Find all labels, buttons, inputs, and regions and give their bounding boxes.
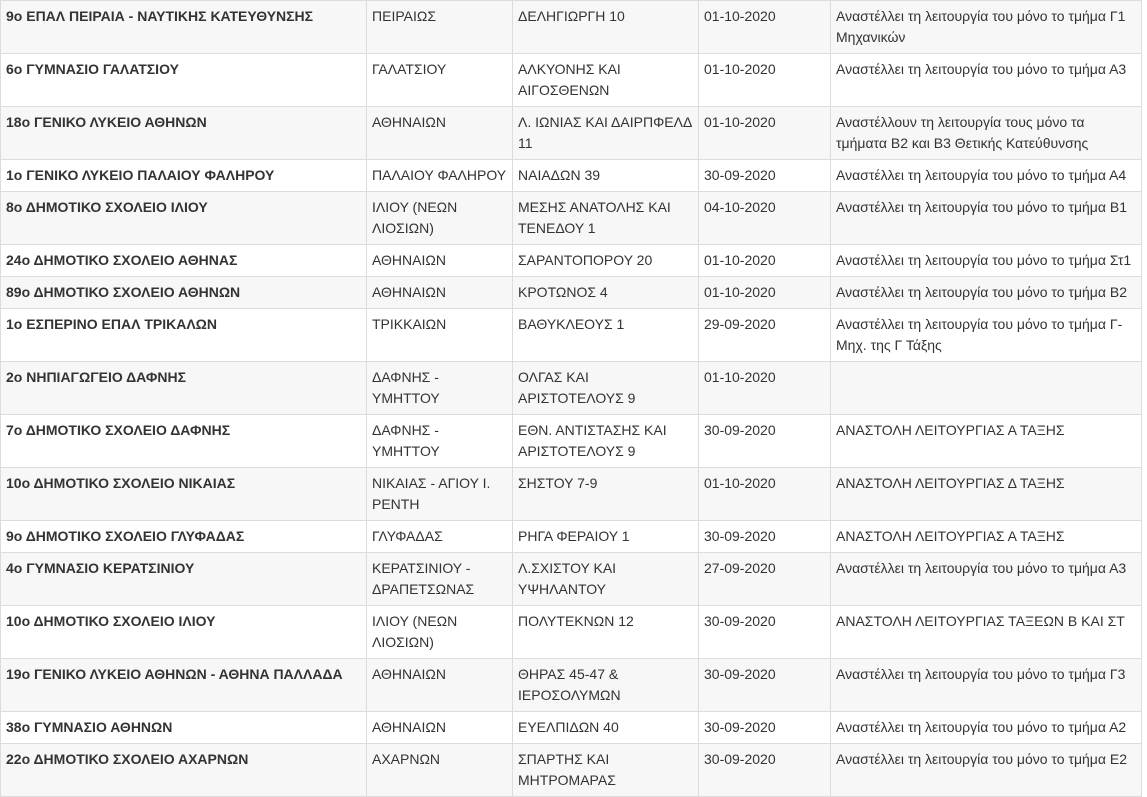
table-row [1, 744, 1142, 797]
address-cell: ΣΗΣΤΟΥ 7-9 [513, 468, 699, 521]
school-name-cell: 10ο ΔΗΜΟΤΙΚΟ ΣΧΟΛΕΙΟ ΝΙΚΑΙΑΣ [1, 468, 367, 521]
address-cell: ΣΑΡΑΝΤΟΠΟΡΟΥ 20 [513, 245, 699, 277]
note-cell: Αναστέλλουν τη λειτουργία τους μόνο τα τμήματα Β2 και Β3 Θετικής Κατεύθυνσης [831, 107, 1142, 160]
table-row [1, 192, 1142, 245]
date-cell: 30-09-2020 [699, 160, 831, 192]
date-cell: 29-09-2020 [699, 309, 831, 362]
table-row [1, 160, 1142, 192]
table-row [1, 54, 1142, 107]
note-cell: Αναστέλλει τη λειτουργία του μόνο το τμήμα Στ1 [831, 245, 1142, 277]
address-cell: ΒΑΘΥΚΛΕΟΥΣ 1 [513, 309, 699, 362]
municipality-cell: ΑΧΑΡΝΩΝ [367, 744, 513, 797]
note-cell: Αναστέλλει τη λειτουργία του μόνο το τμήμα Β2 [831, 277, 1142, 309]
school-name-cell: 10ο ΔΗΜΟΤΙΚΟ ΣΧΟΛΕΙΟ ΙΛΙΟΥ [1, 606, 367, 659]
school-name-cell: 4ο ΓΥΜΝΑΣΙΟ ΚΕΡΑΤΣΙΝΙΟΥ [1, 553, 367, 606]
address-cell: ΘΗΡΑΣ 45-47 & ΙΕΡΟΣΟΛΥΜΩΝ [513, 659, 699, 712]
municipality-cell: ΙΛΙΟΥ (ΝΕΩΝ ΛΙΟΣΙΩΝ) [367, 192, 513, 245]
table-row [1, 606, 1142, 659]
municipality-cell: ΝΙΚΑΙΑΣ - ΑΓΙΟΥ Ι. ΡΕΝΤΗ [367, 468, 513, 521]
date-cell: 30-09-2020 [699, 744, 831, 797]
municipality-cell: ΑΘΗΝΑΙΩΝ [367, 107, 513, 160]
address-cell: ΟΛΓΑΣ ΚΑΙ ΑΡΙΣΤΟΤΕΛΟΥΣ 9 [513, 362, 699, 415]
municipality-cell: ΠΑΛΑΙΟΥ ΦΑΛΗΡΟΥ [367, 160, 513, 192]
municipality-cell: ΠΕΙΡΑΙΩΣ [367, 1, 513, 54]
table-row [1, 468, 1142, 521]
note-cell: ΑΝΑΣΤΟΛΗ ΛΕΙΤΟΥΡΓΙΑΣ Α ΤΑΞΗΣ [831, 521, 1142, 553]
address-cell: ΡΗΓΑ ΦΕΡΑΙΟΥ 1 [513, 521, 699, 553]
school-name-cell: 38ο ΓΥΜΝΑΣΙΟ ΑΘΗΝΩΝ [1, 712, 367, 744]
note-cell: Αναστέλλει τη λειτουργία του μόνο το τμήμα Α4 [831, 160, 1142, 192]
municipality-cell: ΓΛΥΦΑΔΑΣ [367, 521, 513, 553]
municipality-cell: ΔΑΦΝΗΣ - ΥΜΗΤΤΟΥ [367, 415, 513, 468]
school-name-cell: 19ο ΓΕΝΙΚΟ ΛΥΚΕΙΟ ΑΘΗΝΩΝ - ΑΘΗΝΑ ΠΑΛΛΑΔΑ [1, 659, 367, 712]
date-cell: 30-09-2020 [699, 606, 831, 659]
date-cell: 27-09-2020 [699, 553, 831, 606]
date-cell: 30-09-2020 [699, 521, 831, 553]
table-row [1, 521, 1142, 553]
note-cell: ΑΝΑΣΤΟΛΗ ΛΕΙΤΟΥΡΓΙΑΣ Α ΤΑΞΗΣ [831, 415, 1142, 468]
municipality-cell: ΙΛΙΟΥ (ΝΕΩΝ ΛΙΟΣΙΩΝ) [367, 606, 513, 659]
table-row [1, 309, 1142, 362]
school-name-cell: 9ο ΕΠΑΛ ΠΕΙΡΑΙΑ - ΝΑΥΤΙΚΗΣ ΚΑΤΕΥΘΥΝΣΗΣ [1, 1, 367, 54]
date-cell: 30-09-2020 [699, 659, 831, 712]
table-row [1, 415, 1142, 468]
table-row [1, 277, 1142, 309]
note-cell: Αναστέλλει τη λειτουργία του μόνο το τμήμα Β1 [831, 192, 1142, 245]
note-cell: Αναστέλλει τη λειτουργία του μόνο το τμήμα Ε2 [831, 744, 1142, 797]
table-row [1, 659, 1142, 712]
date-cell: 01-10-2020 [699, 1, 831, 54]
school-name-cell: 2ο ΝΗΠΙΑΓΩΓΕΙΟ ΔΑΦΝΗΣ [1, 362, 367, 415]
municipality-cell: ΑΘΗΝΑΙΩΝ [367, 245, 513, 277]
address-cell: Λ.ΣΧΙΣΤΟΥ ΚΑΙ ΥΨΗΛΑΝΤΟΥ [513, 553, 699, 606]
note-cell: Αναστέλλει τη λειτουργία του μόνο το τμήμα Γ3 [831, 659, 1142, 712]
table-row [1, 553, 1142, 606]
date-cell: 04-10-2020 [699, 192, 831, 245]
table-body [1, 1, 1142, 797]
school-name-cell: 9ο ΔΗΜΟΤΙΚΟ ΣΧΟΛΕΙΟ ΓΛΥΦΑΔΑΣ [1, 521, 367, 553]
note-cell [831, 362, 1142, 415]
municipality-cell: ΚΕΡΑΤΣΙΝΙΟΥ - ΔΡΑΠΕΤΣΩΝΑΣ [367, 553, 513, 606]
date-cell: 30-09-2020 [699, 415, 831, 468]
address-cell: ΑΛΚΥΟΝΗΣ ΚΑΙ ΑΙΓΟΣΘΕΝΩΝ [513, 54, 699, 107]
address-cell: ΜΕΣΗΣ ΑΝΑΤΟΛΗΣ ΚΑΙ ΤΕΝΕΔΟΥ 1 [513, 192, 699, 245]
date-cell: 01-10-2020 [699, 277, 831, 309]
date-cell: 01-10-2020 [699, 468, 831, 521]
municipality-cell: ΤΡΙΚΚΑΙΩΝ [367, 309, 513, 362]
table-row [1, 712, 1142, 744]
municipality-cell: ΑΘΗΝΑΙΩΝ [367, 659, 513, 712]
municipality-cell: ΑΘΗΝΑΙΩΝ [367, 712, 513, 744]
school-name-cell: 89ο ΔΗΜΟΤΙΚΟ ΣΧΟΛΕΙΟ ΑΘΗΝΩΝ [1, 277, 367, 309]
date-cell: 30-09-2020 [699, 712, 831, 744]
address-cell: ΝΑΙΑΔΩΝ 39 [513, 160, 699, 192]
note-cell: Αναστέλλει τη λειτουργία του μόνο το τμήμα Α3 [831, 553, 1142, 606]
school-name-cell: 6ο ΓΥΜΝΑΣΙΟ ΓΑΛΑΤΣΙΟΥ [1, 54, 367, 107]
school-name-cell: 22ο ΔΗΜΟΤΙΚΟ ΣΧΟΛΕΙΟ ΑΧΑΡΝΩΝ [1, 744, 367, 797]
municipality-cell: ΔΑΦΝΗΣ - ΥΜΗΤΤΟΥ [367, 362, 513, 415]
school-name-cell: 24ο ΔΗΜΟΤΙΚΟ ΣΧΟΛΕΙΟ ΑΘΗΝΑΣ [1, 245, 367, 277]
table-row [1, 1, 1142, 54]
note-cell: Αναστέλλει τη λειτουργία του μόνο το τμήμα Α2 [831, 712, 1142, 744]
note-cell: Αναστέλλει τη λειτουργία του μόνο το τμήμα Α3 [831, 54, 1142, 107]
table-row [1, 362, 1142, 415]
table-row [1, 107, 1142, 160]
address-cell: Λ. ΙΩΝΙΑΣ ΚΑΙ ΔΑΙΡΠΦΕΛΔ 11 [513, 107, 699, 160]
date-cell: 01-10-2020 [699, 362, 831, 415]
municipality-cell: ΓΑΛΑΤΣΙΟΥ [367, 54, 513, 107]
address-cell: ΠΟΛΥΤΕΚΝΩΝ 12 [513, 606, 699, 659]
date-cell: 01-10-2020 [699, 54, 831, 107]
note-cell: Αναστέλλει τη λειτουργία του μόνο το τμήμα Γ1 Μηχανικών [831, 1, 1142, 54]
school-name-cell: 1ο ΓΕΝΙΚΟ ΛΥΚΕΙΟ ΠΑΛΑΙΟΥ ΦΑΛΗΡΟΥ [1, 160, 367, 192]
note-cell: ΑΝΑΣΤΟΛΗ ΛΕΙΤΟΥΡΓΙΑΣ ΤΑΞΕΩΝ Β ΚΑΙ ΣΤ [831, 606, 1142, 659]
school-name-cell: 7ο ΔΗΜΟΤΙΚΟ ΣΧΟΛΕΙΟ ΔΑΦΝΗΣ [1, 415, 367, 468]
school-name-cell: 8ο ΔΗΜΟΤΙΚΟ ΣΧΟΛΕΙΟ ΙΛΙΟΥ [1, 192, 367, 245]
address-cell: ΔΕΛΗΓΙΩΡΓΗ 10 [513, 1, 699, 54]
school-name-cell: 18ο ΓΕΝΙΚΟ ΛΥΚΕΙΟ ΑΘΗΝΩΝ [1, 107, 367, 160]
date-cell: 01-10-2020 [699, 107, 831, 160]
table-row [1, 245, 1142, 277]
address-cell: ΚΡΟΤΩΝΟΣ 4 [513, 277, 699, 309]
municipality-cell: ΑΘΗΝΑΙΩΝ [367, 277, 513, 309]
note-cell: ΑΝΑΣΤΟΛΗ ΛΕΙΤΟΥΡΓΙΑΣ Δ ΤΑΞΗΣ [831, 468, 1142, 521]
date-cell: 01-10-2020 [699, 245, 831, 277]
address-cell: ΕΘΝ. ΑΝΤΙΣΤΑΣΗΣ ΚΑΙ ΑΡΙΣΤΟΤΕΛΟΥΣ 9 [513, 415, 699, 468]
school-name-cell: 1ο ΕΣΠΕΡΙΝΟ ΕΠΑΛ ΤΡΙΚΑΛΩΝ [1, 309, 367, 362]
note-cell: Αναστέλλει τη λειτουργία του μόνο το τμήμα Γ-Μηχ. της Γ Τάξης [831, 309, 1142, 362]
address-cell: ΣΠΑΡΤΗΣ ΚΑΙ ΜΗΤΡΟΜΑΡΑΣ [513, 744, 699, 797]
address-cell: ΕΥΕΛΠΙΔΩΝ 40 [513, 712, 699, 744]
